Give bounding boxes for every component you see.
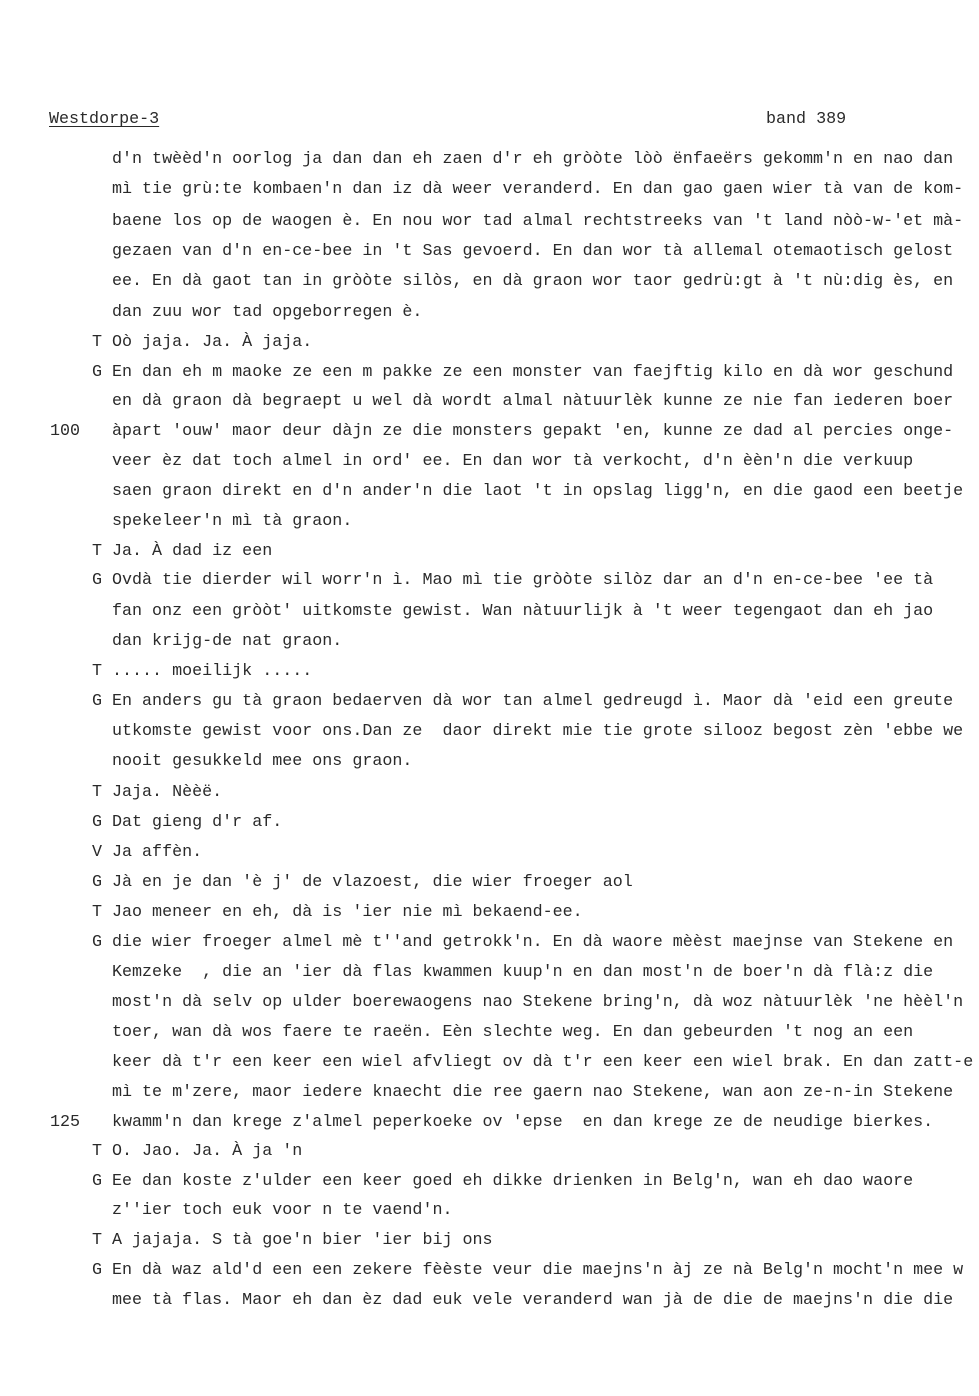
transcript-line xyxy=(0,1081,979,1105)
line-number: 100 xyxy=(50,422,81,441)
line-text: saen graon direkt en d'n ander'n die laot 't in opslag ligg'n, en die gaod een beetje xyxy=(112,482,964,501)
transcript-line xyxy=(0,1051,979,1075)
speaker-label: T xyxy=(92,333,103,352)
transcript-line xyxy=(0,1021,979,1045)
line-text: nooit gesukkeld mee ons graon. xyxy=(112,752,413,771)
transcript-line xyxy=(0,1289,979,1313)
line-text: kwamm'n dan krege z'almel peperkoeke ov 'epse en dan krege ze de neudige bierkes. xyxy=(112,1113,934,1132)
transcript-line xyxy=(0,1259,979,1283)
line-text: A jajaja. S tà goe'n bier 'ier bij ons xyxy=(112,1231,493,1250)
transcript-line xyxy=(0,750,979,774)
transcript-line xyxy=(0,660,979,684)
line-text: Dat gieng d'r af. xyxy=(112,813,283,832)
transcript-line xyxy=(0,720,979,744)
transcript-line xyxy=(0,931,979,955)
transcript-line xyxy=(0,1170,979,1194)
transcript-line xyxy=(0,690,979,714)
transcript-line xyxy=(0,1199,979,1223)
line-text: spekeleer'n mì tà graon. xyxy=(112,512,353,531)
transcript-line xyxy=(0,1140,979,1164)
line-text: keer dà t'r een keer een wiel afvliegt ov dà t'r een keer een wiel brak. En dan zatt-e xyxy=(112,1053,974,1072)
line-text: Ee dan koste z'ulder een keer goed eh dikke drienken in Belg'n, wan eh dao waore xyxy=(112,1172,914,1191)
transcript-line xyxy=(0,630,979,654)
line-text: dan krijg-de nat graon. xyxy=(112,632,343,651)
line-text: En dan eh m maoke ze een m pakke ze een monster van faejftig kilo en dà wor geschund xyxy=(112,363,954,382)
transcript-line xyxy=(0,178,979,202)
speaker-label: T xyxy=(92,1142,103,1161)
line-text: En dà waz ald'd een een zekere fèèste veur die maejns'n àj ze nà Belg'n mocht'n mee w xyxy=(112,1261,964,1280)
line-text: d'n twèèd'n oorlog ja dan dan eh zaen d'r eh gròòte lòò ënfaeërs gekomm'n en nao dan xyxy=(112,150,954,169)
line-text: Oò jaja. Ja. À jaja. xyxy=(112,333,313,352)
line-number: 125 xyxy=(50,1113,81,1132)
speaker-label: T xyxy=(92,1231,103,1250)
line-text: Ja affèn. xyxy=(112,843,203,862)
transcript-line xyxy=(0,569,979,593)
line-text: En anders gu tà graon bedaerven dà wor tan almel gedreugd ì. Maor dà 'eid een greute xyxy=(112,692,954,711)
speaker-label: T xyxy=(92,903,103,922)
line-text: utkomste gewist voor ons.Dan ze daor direkt mie tie grote silooz begost zèn 'ebbe we xyxy=(112,722,964,741)
line-text: Jaja. Nèèë. xyxy=(112,783,223,802)
line-text: Ovdà tie dierder wil worr'n ì. Mao mì tie gròòte silòz dar an d'n en-ce-bee 'ee tà xyxy=(112,571,934,590)
speaker-label: V xyxy=(92,843,103,862)
speaker-label: T xyxy=(92,662,103,681)
line-text: baene los op de waogen è. En nou wor tad almal rechtstreeks van 't land nòò-w-'et mà- xyxy=(112,212,964,231)
line-text: fan onz een gròòt' uitkomste gewist. Wan nàtuurlijk à 't weer tegengaot dan eh jao xyxy=(112,602,934,621)
transcript-line xyxy=(0,331,979,355)
transcript-line xyxy=(0,270,979,294)
transcript-line xyxy=(0,390,979,414)
transcript-line xyxy=(0,361,979,385)
line-text: veer èz dat toch almel in ord' ee. En dan wor tà verkocht, d'n èèn'n die verkuup xyxy=(112,452,914,471)
line-text: dan zuu wor tad opgeborregen è. xyxy=(112,303,423,322)
line-text: àpart 'ouw' maor deur dàjn ze die monsters gepakt 'en, kunne ze dad al percies onge- xyxy=(112,422,954,441)
line-text: Kemzeke , die an 'ier dà flas kwammen kuup'n en dan most'n de boer'n dà flà:z die xyxy=(112,963,934,982)
transcript-line xyxy=(0,961,979,985)
transcript-line xyxy=(0,148,979,172)
document-title: Westdorpe-3 xyxy=(49,110,160,129)
line-text: gezaen van d'n en-ce-bee in 't Sas gevoerd. En dan wor tà allemal otemaotisch gelost xyxy=(112,242,954,261)
line-text: z''ier toch euk voor n te vaend'n. xyxy=(112,1201,453,1220)
speaker-label: G xyxy=(92,363,103,382)
line-text: most'n dà selv op ulder boerewaogens nao Stekene bring'n, dà woz nàtuurlèk 'ne hèèl'n xyxy=(112,993,964,1012)
transcript-line xyxy=(0,480,979,504)
speaker-label: G xyxy=(92,1172,103,1191)
line-text: Ja. À dad iz een xyxy=(112,542,273,561)
tape-number: band 389 xyxy=(766,110,847,129)
line-text: ..... moeilijk ..... xyxy=(112,662,313,681)
speaker-label: G xyxy=(92,571,103,590)
speaker-label: G xyxy=(92,692,103,711)
transcript-line xyxy=(0,1229,979,1253)
line-text: en dà graon dà begraept u wel dà wordt almal nàtuurlèk kunne ze nie fan iederen boer xyxy=(112,392,954,411)
transcript-line xyxy=(0,301,979,325)
transcript-line xyxy=(0,240,979,264)
transcript-line xyxy=(0,991,979,1015)
line-text: die wier froeger almel mè t''and getrokk'n. En dà waore mèèst maejnse van Stekene en xyxy=(112,933,954,952)
speaker-label: T xyxy=(92,542,103,561)
line-text: toer, wan dà wos faere te raeën. Eèn slechte weg. En dan gebeurden 't nog an een xyxy=(112,1023,914,1042)
line-text: mì tie grù:te kombaen'n dan iz dà weer veranderd. En dan gao gaen wier tà van de kom- xyxy=(112,180,964,199)
speaker-label: G xyxy=(92,873,103,892)
transcript-line xyxy=(0,901,979,925)
line-text: O. Jao. Ja. À ja 'n xyxy=(112,1142,303,1161)
transcript-line xyxy=(0,811,979,835)
transcript-line xyxy=(0,841,979,865)
speaker-label: G xyxy=(92,933,103,952)
speaker-label: G xyxy=(92,1261,103,1280)
transcript-line xyxy=(0,510,979,534)
transcript-line xyxy=(0,450,979,474)
line-text: mì te m'zere, maor iedere knaecht die ree gaern nao Stekene, wan aon ze-n-in Stekene xyxy=(112,1083,954,1102)
line-text: mee tà flas. Maor eh dan èz dad euk vele veranderd wan jà de die de maejns'n die die xyxy=(112,1291,954,1310)
line-text: ee. En dà gaot tan in gròòte silòs, en dà graon wor taor gedrù:gt à 't nù:dig ès, en xyxy=(112,272,954,291)
transcript-line xyxy=(0,871,979,895)
transcript-line xyxy=(0,600,979,624)
transcript-line xyxy=(0,1111,979,1135)
transcript-line xyxy=(0,540,979,564)
transcript-line xyxy=(0,210,979,234)
transcript-line xyxy=(0,781,979,805)
speaker-label: T xyxy=(92,783,103,802)
transcript-line xyxy=(0,420,979,444)
line-text: Jao meneer en eh, dà is 'ier nie mì bekaend-ee. xyxy=(112,903,583,922)
line-text: Jà en je dan 'è j' de vlazoest, die wier froeger aol xyxy=(112,873,633,892)
speaker-label: G xyxy=(92,813,103,832)
